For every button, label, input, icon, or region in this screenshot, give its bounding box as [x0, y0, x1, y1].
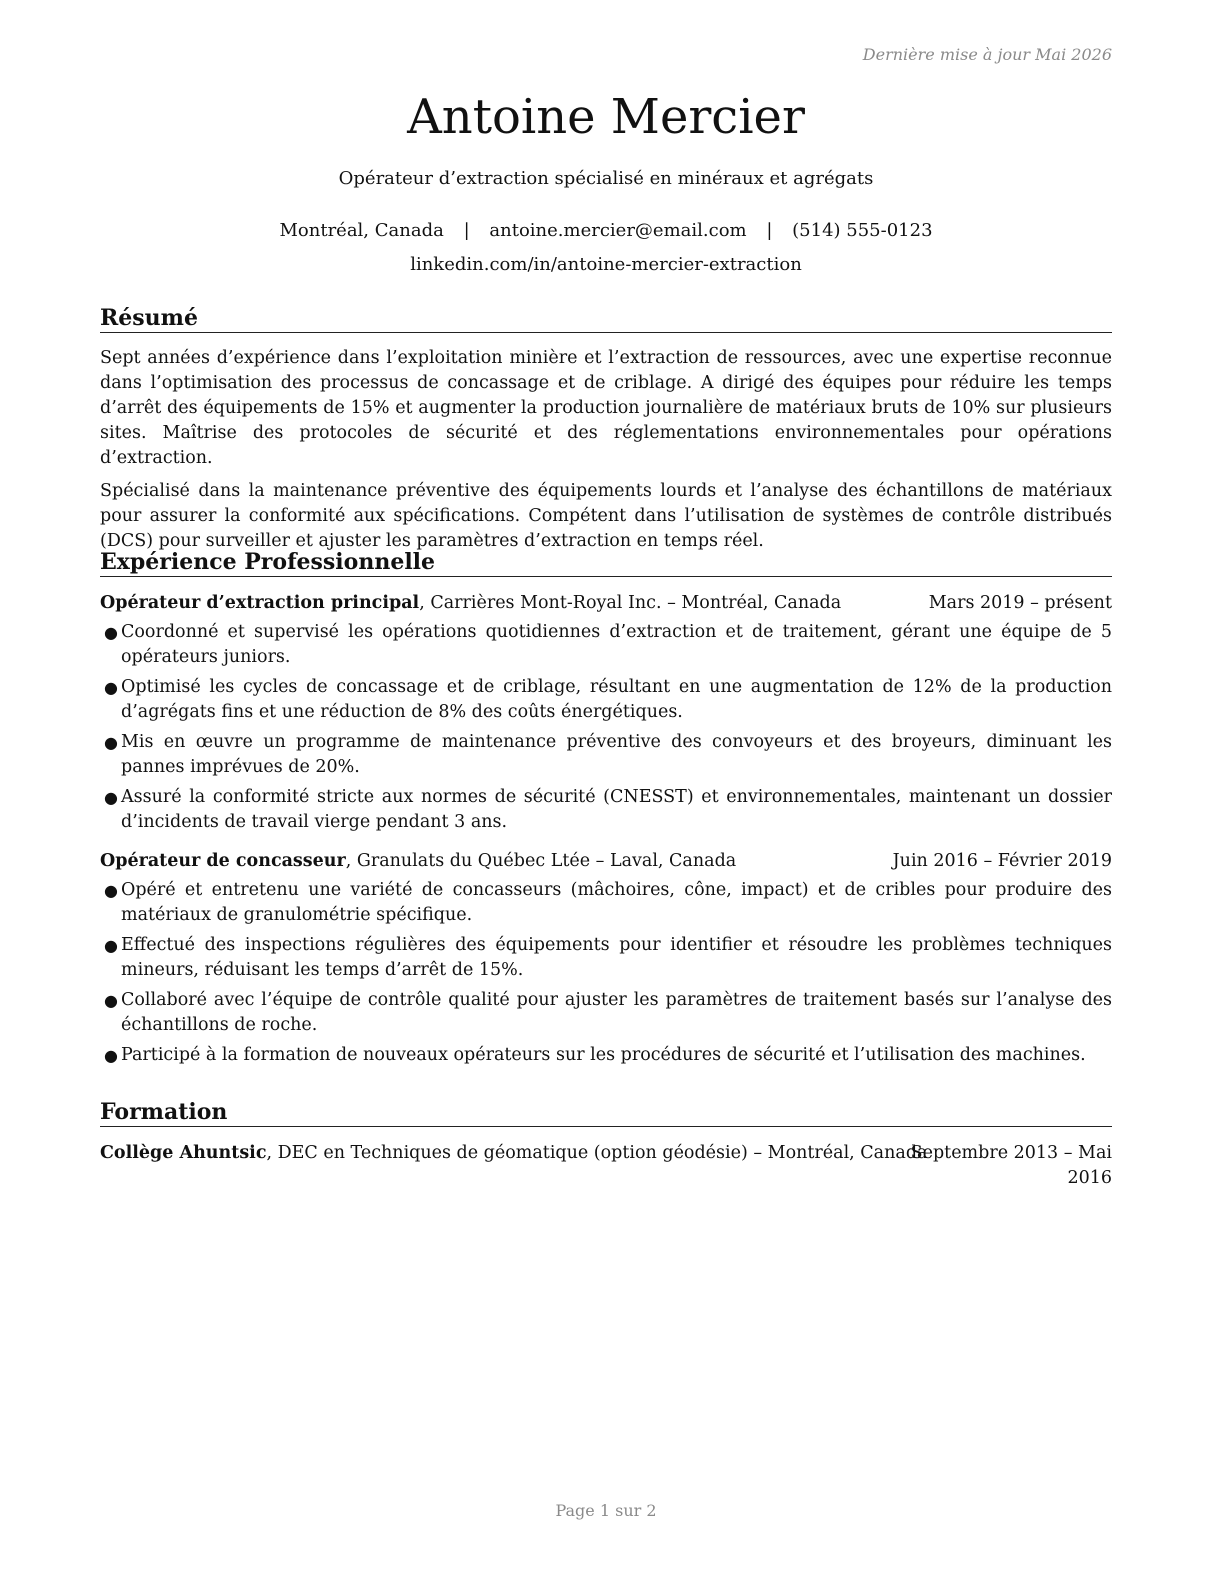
bullet-text: Opéré et entretenu une variété de concasseurs (mâchoires, cône, impact) et de cribles pour produire des matériaux de granulométrie spécifique. — [121, 880, 1112, 925]
education-section — [100, 1098, 1112, 1191]
list-item — [100, 1043, 1112, 1068]
job-header — [100, 591, 1112, 616]
resume-page — [100, 0, 1112, 1584]
summary-paragraph: Sept années d’expérience dans l’exploitation minière et l’extraction de ressources, avec une expertise reconnue dans l’optimisation des processus de concassage et de criblage. A dirigé des équipes pour réduire les temps d’arrêt des équipements de 15% et augmenter la production journalière de matériaux bruts de 10% sur plusieurs sites. Maîtrise des protocoles de sécurité et des réglementations environnementales pour opérations d’extraction. — [100, 348, 1112, 468]
job-bullets — [100, 620, 1112, 835]
bullet-text: Effectué des inspections régulières des équipements pour identifier et résoudre les problèmes techniques mineurs, réduisant les temps d’arrêt de 15%. — [121, 935, 1112, 980]
education-school: Collège Ahuntsic — [100, 1143, 267, 1163]
contact-separator: | — [463, 220, 470, 241]
job-title: Opérateur de concasseur — [100, 851, 346, 871]
job-dates: Juin 2016 – Février 2019 — [892, 851, 1112, 871]
contact-linkedin[interactable]: linkedin.com/in/antoine-mercier-extraction — [410, 254, 802, 275]
bullet-icon: ● — [104, 733, 118, 752]
bullet-icon: ● — [104, 991, 118, 1010]
bullet-text: Optimisé les cycles de concassage et de criblage, résultant en une augmentation de 12% de la production d’agrégats fins et une réduction de 8% des coûts énergétiques. — [121, 677, 1112, 722]
experience-section — [100, 548, 1112, 1073]
bullet-text: Assuré la conformité stricte aux normes de sécurité (CNESST) et environnementales, maintenant un dossier d’incidents de travail vierge pendant 3 ans. — [121, 787, 1112, 832]
education-entry — [100, 1141, 1112, 1191]
bullet-icon: ● — [104, 936, 118, 955]
contact-line — [100, 219, 1112, 243]
education-details: , DEC en Techniques de géomatique (option géodésie) – Montréal, Canada — [266, 1143, 928, 1163]
list-item — [100, 878, 1112, 928]
last-updated: Dernière mise à jour Mai 2026 — [862, 45, 1112, 64]
list-item — [100, 785, 1112, 835]
job-company: , Granulats du Québec Ltée – Laval, Canada — [345, 851, 737, 871]
summary-section — [100, 304, 1112, 554]
page-number: Page 1 sur 2 — [555, 1501, 657, 1520]
summary-paragraph: Spécialisé dans la maintenance préventive des équipements lourds et l’analyse des échantillons de matériaux pour assurer la conformité aux spécifications. Compétent dans l’utilisation de systèmes de contrôle distribués (DCS) pour surveiller et ajuster les paramètres d’extraction en temps réel. — [100, 481, 1112, 551]
job-dates: Mars 2019 – présent — [928, 593, 1112, 613]
section-heading-summary: Résumé — [100, 304, 1112, 333]
candidate-name: Antoine Mercier — [407, 89, 805, 145]
contact-email[interactable]: antoine.mercier@email.com — [489, 220, 747, 241]
contact-phone: (514) 555-0123 — [792, 220, 933, 241]
contact-location: Montréal, Canada — [279, 220, 444, 241]
bullet-icon: ● — [104, 788, 118, 807]
list-item — [100, 988, 1112, 1038]
list-item — [100, 620, 1112, 670]
list-item — [100, 933, 1112, 983]
job-header — [100, 849, 1112, 874]
job-entry — [100, 849, 1112, 1068]
bullet-text: Collaboré avec l’équipe de contrôle qualité pour ajuster les paramètres de traitement basés sur l’analyse des échantillons de roche. — [121, 990, 1112, 1035]
contact-separator: | — [766, 220, 773, 241]
job-company: , Carrières Mont-Royal Inc. – Montréal, Canada — [419, 593, 842, 613]
bullet-icon: ● — [104, 678, 118, 697]
job-title: Opérateur d’extraction principal — [100, 593, 420, 613]
education-dates: Septembre 2013 – Mai — [910, 1143, 1112, 1163]
education-dates-continued: 2016 — [1067, 1168, 1112, 1188]
job-entry — [100, 591, 1112, 835]
job-bullets — [100, 878, 1112, 1068]
list-item — [100, 675, 1112, 725]
list-item — [100, 730, 1112, 780]
bullet-icon: ● — [104, 881, 118, 900]
section-heading-experience: Expérience Professionnelle — [100, 548, 1112, 577]
bullet-icon: ● — [104, 1046, 118, 1065]
bullet-text: Participé à la formation de nouveaux opérateurs sur les procédures de sécurité et l’utilisation des machines. — [121, 1045, 1086, 1065]
section-heading-education: Formation — [100, 1098, 1112, 1127]
candidate-subtitle: Opérateur d’extraction spécialisé en minéraux et agrégats — [338, 168, 874, 189]
bullet-text: Coordonné et supervisé les opérations quotidiennes d’extraction et de traitement, gérant une équipe de 5 opérateurs juniors. — [121, 622, 1112, 667]
bullet-text: Mis en œuvre un programme de maintenance préventive des convoyeurs et des broyeurs, diminuant les pannes imprévues de 20%. — [121, 732, 1112, 777]
bullet-icon: ● — [104, 623, 118, 642]
